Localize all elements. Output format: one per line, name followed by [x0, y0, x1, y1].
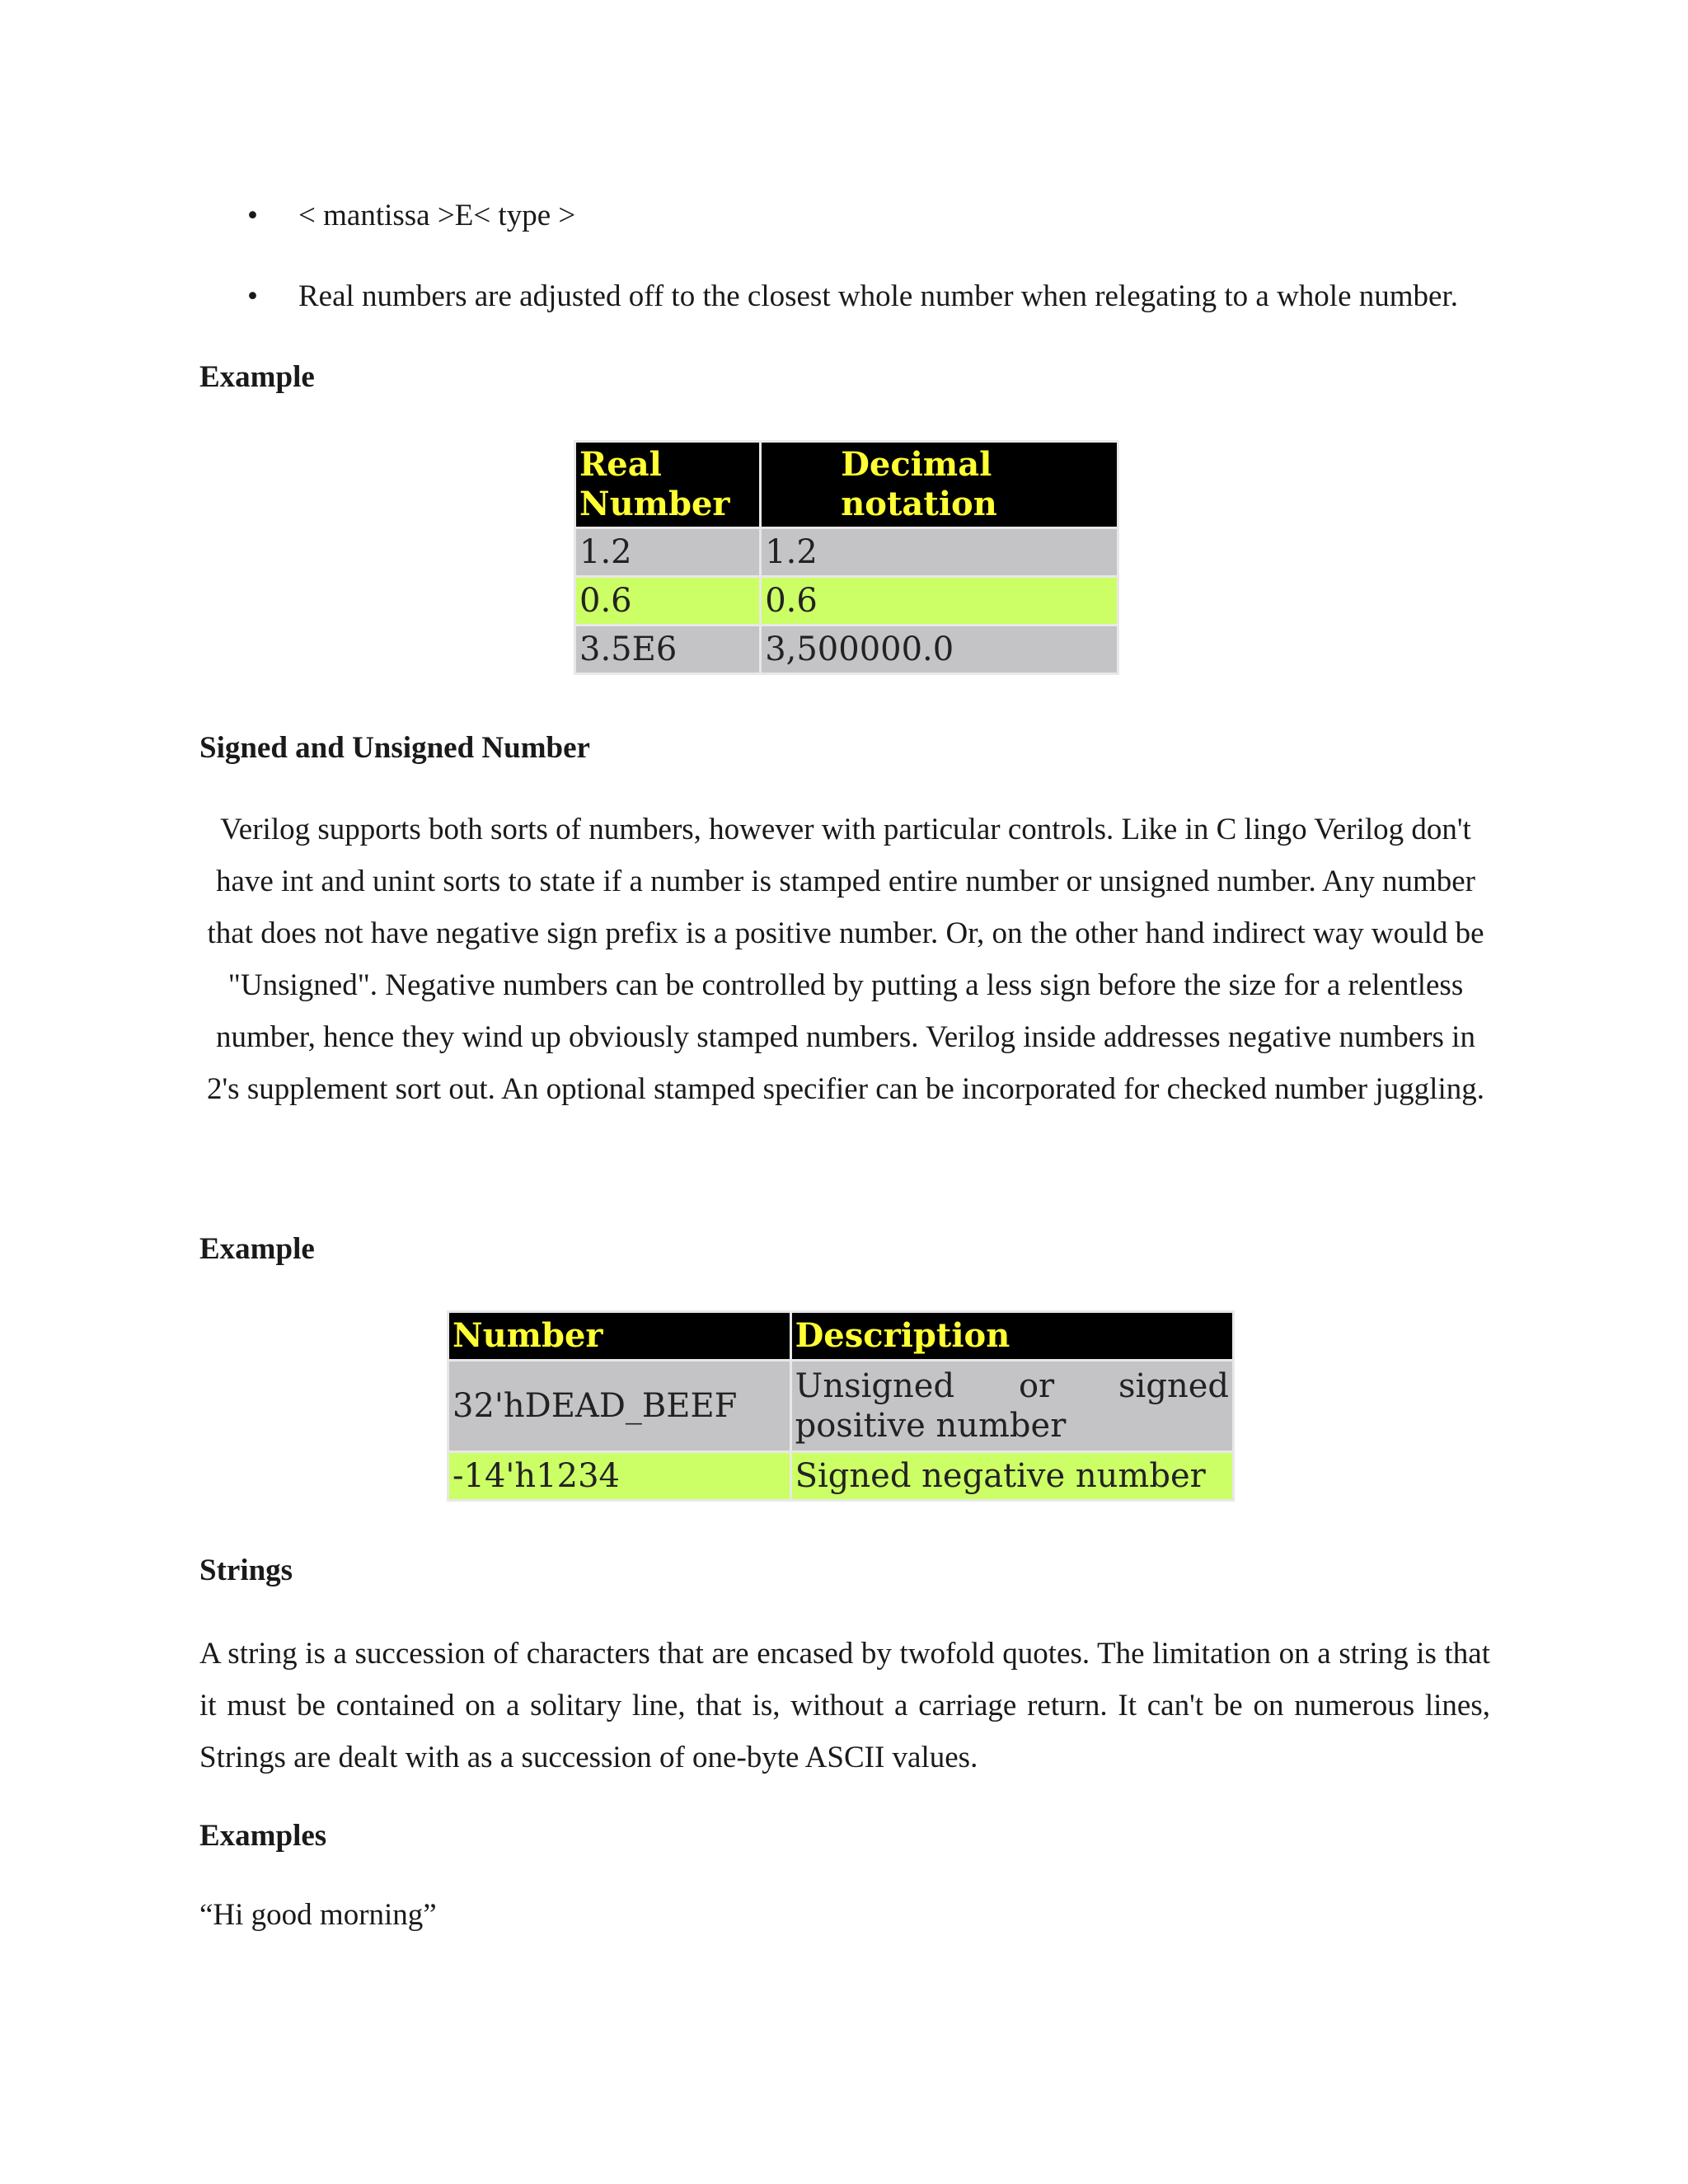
table-header-cell [762, 443, 1117, 527]
table-cell [792, 1361, 1232, 1451]
bullet-text: Real numbers are adjusted off to the closest whole number when relegating to a whole number. [298, 279, 1458, 313]
real-number-table [574, 440, 1119, 675]
section-heading-example: Example [199, 1232, 315, 1266]
table-cell: 1.2 [762, 529, 1117, 575]
paragraph-line: that does not have negative sign prefix is a positive number. Or, on the other hand indirect way would be [207, 916, 1484, 950]
paragraph-line: "Unsigned". Negative numbers can be controlled by putting a less sign before the size for a relentless [227, 968, 1464, 1002]
table-cell: Signed negative number [792, 1453, 1232, 1499]
paragraph-line: it must be contained on a solitary line, that is, without a carriage return. It can't be on numerous lines, [199, 1689, 1490, 1722]
table-cell: 3,500000.0 [762, 626, 1117, 673]
table-cell: 3.5E6 [576, 626, 759, 673]
bullet-text: < mantissa >E< type > [298, 199, 576, 232]
table-cell: 1.2 [576, 529, 759, 575]
paragraph-line: number, hence they wind up obviously stamped numbers. Verilog inside addresses negative numbers in [216, 1020, 1475, 1054]
paragraph-line: Strings are dealt with as a succession of one-byte ASCII values. [199, 1741, 978, 1774]
table-row [576, 626, 1117, 673]
table-header-cell: Description [792, 1313, 1232, 1359]
header-line: notation [841, 485, 997, 523]
table-row [449, 1361, 1232, 1451]
description-line [795, 1366, 1229, 1406]
table-cell: 0.6 [576, 578, 759, 624]
header-line: Number [579, 485, 730, 523]
table-header-row [576, 443, 1117, 527]
table-header-cell: Number [449, 1313, 790, 1359]
table-cell: 32'hDEAD_BEEF [449, 1361, 790, 1451]
bullet-dot: • [247, 199, 258, 232]
description-word: Unsigned [795, 1367, 955, 1405]
description-word: signed [1118, 1367, 1229, 1405]
description-line: positive number [795, 1407, 1067, 1445]
table-header-row [449, 1313, 1232, 1359]
table-row [576, 529, 1117, 575]
strings-paragraph [199, 1628, 1490, 1783]
header-line: Decimal [841, 445, 992, 484]
paragraph-line: have int and unint sorts to state if a number is stamped entire number or unsigned number. Any number [215, 865, 1475, 898]
signed-number-table [447, 1310, 1235, 1502]
table-header-cell [576, 443, 759, 527]
header-line: Real [579, 445, 662, 484]
paragraph-line: Verilog supports both sorts of numbers, however with particular controls. Like in C lingo Verilog don't [220, 813, 1471, 846]
table-cell: -14'h1234 [449, 1453, 790, 1499]
signed-unsigned-paragraph [195, 804, 1497, 1115]
bullet-dot: • [247, 279, 258, 313]
paragraph-line: A string is a succession of characters that are encased by twofold quotes. The limitation on a string is that [199, 1637, 1490, 1671]
description-word: or [1018, 1367, 1055, 1405]
table-row [449, 1453, 1232, 1499]
paragraph-line: 2's supplement sort out. An optional stamped specifier can be incorporated for checked number juggling. [207, 1072, 1484, 1106]
table-row [576, 578, 1117, 624]
table-cell: 0.6 [762, 578, 1117, 624]
section-heading-example: Example [199, 360, 315, 394]
section-heading-strings: Strings [199, 1554, 293, 1587]
example-string: “Hi good morning” [199, 1898, 437, 1932]
section-heading-examples: Examples [199, 1819, 327, 1853]
section-heading-signed-unsigned: Signed and Unsigned Number [199, 731, 590, 765]
